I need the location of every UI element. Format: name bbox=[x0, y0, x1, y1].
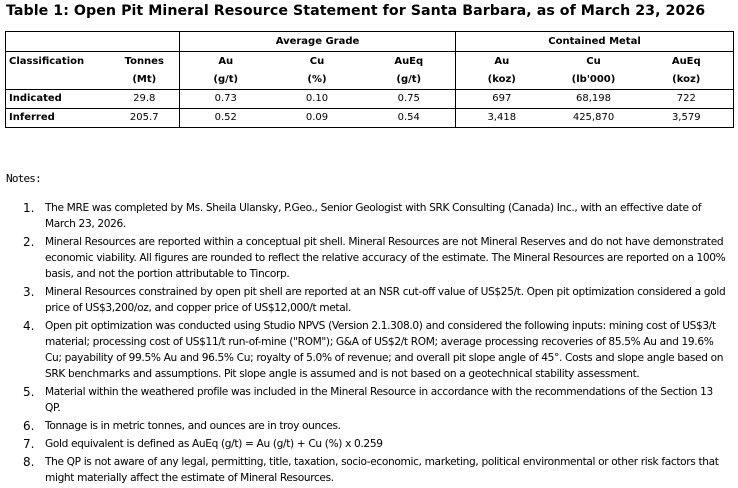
cell-tonnes: 205.7 bbox=[110, 109, 180, 128]
column-header-aueq-metal: AuEq (koz) bbox=[640, 52, 734, 90]
note-number: 1. bbox=[23, 201, 35, 215]
notes-label: Notes: bbox=[6, 172, 41, 185]
group-header-average-grade: Average Grade bbox=[180, 32, 456, 52]
cell-cu-metal: 425,870 bbox=[548, 109, 640, 128]
group-header-empty bbox=[6, 32, 180, 52]
cell-aueq-metal: 3,579 bbox=[640, 109, 734, 128]
group-header-row bbox=[6, 32, 734, 52]
note-text: The QP is not aware of any legal, permitting, title, taxation, socio-economic, marketing, political environmental or other risk factors that might materially affect the estimate of Mineral Resources. bbox=[45, 456, 719, 484]
note-text: Mineral Resources are reported within a conceptual pit shell. Mineral Resources are not Mineral Reserves and do not have demonstrated economic viability. All figures are rounded to reflect the relative accuracy of the estimate. The Mineral Resources are reported on a 100% basis, and not the portion attributable to Tincorp. bbox=[45, 236, 726, 280]
notes-list bbox=[0, 200, 738, 488]
note-number: 4. bbox=[23, 319, 35, 333]
note-text: Gold equivalent is defined as AuEq (g/t) = Au (g/t) + Cu (%) x 0.259 bbox=[45, 438, 383, 450]
note-number: 7. bbox=[23, 437, 35, 451]
note-item bbox=[0, 454, 738, 486]
note-number: 8. bbox=[23, 455, 35, 469]
cell-cu-grade: 0.09 bbox=[272, 109, 363, 128]
table-row-inferred bbox=[6, 109, 734, 128]
note-text: Material within the weathered profile was included in the Mineral Resource in accordance with the recommendations of the Section 13 QP. bbox=[45, 386, 713, 414]
column-header-au-grade: Au (g/t) bbox=[180, 52, 272, 90]
column-header-au-metal: Au (koz) bbox=[456, 52, 548, 90]
column-header-aueq-grade: AuEq (g/t) bbox=[363, 52, 456, 90]
note-item bbox=[0, 284, 738, 316]
note-text: Mineral Resources constrained by open pit shell are reported at an NSR cut-off value of US$25/t. Open pit optimization considered a gold price of US$3,200/oz, and copper price of US$12,000/t metal. bbox=[45, 286, 726, 314]
table-row-indicated bbox=[6, 90, 734, 109]
note-number: 2. bbox=[23, 235, 35, 249]
cell-tonnes: 29.8 bbox=[110, 90, 180, 109]
note-number: 6. bbox=[23, 419, 35, 433]
cell-classification: Inferred bbox=[6, 109, 110, 128]
note-item bbox=[0, 234, 738, 282]
note-item bbox=[0, 318, 738, 382]
cell-aueq-grade: 0.54 bbox=[363, 109, 456, 128]
cell-classification: Indicated bbox=[6, 90, 110, 109]
column-header-cu-metal: Cu (lb'000) bbox=[548, 52, 640, 90]
cell-aueq-grade: 0.75 bbox=[363, 90, 456, 109]
cell-cu-grade: 0.10 bbox=[272, 90, 363, 109]
column-header-row bbox=[6, 52, 734, 90]
cell-cu-metal: 68,198 bbox=[548, 90, 640, 109]
column-header-cu-grade: Cu (%) bbox=[272, 52, 363, 90]
note-number: 5. bbox=[23, 385, 35, 399]
note-text: Open pit optimization was conducted using Studio NPVS (Version 2.1.308.0) and considered the following inputs: mining cost of US$3/t material; processing cost of US$11/t run-of-mine ("ROM"); G&A of US$2/t ROM; average processing recoveries of 85.5% Au and 19.6% Cu; payability of 99.5% Au and 96.5% Cu; royalty of 5.0% of revenue; and overall pit slope angle of 45°. Costs and slope angle based on SRK benchmarks and assumptions. Pit slope angle is assumed and is not based on a geotechnical stability assessment. bbox=[45, 320, 724, 380]
table-title: Table 1: Open Pit Mineral Resource Statement for Santa Barbara, as of March 23, 2026 bbox=[6, 3, 706, 19]
cell-au-metal: 3,418 bbox=[456, 109, 548, 128]
note-item bbox=[0, 200, 738, 232]
note-text: The MRE was completed by Ms. Sheila Ulansky, P.Geo., Senior Geologist with SRK Consulting (Canada) Inc., with an effective date of March 23, 2026. bbox=[45, 202, 702, 230]
note-number: 3. bbox=[23, 285, 35, 299]
note-item bbox=[0, 418, 738, 434]
note-item bbox=[0, 384, 738, 416]
mineral-resource-table bbox=[5, 31, 734, 128]
cell-au-grade: 0.73 bbox=[180, 90, 272, 109]
cell-au-metal: 697 bbox=[456, 90, 548, 109]
column-header-tonnes: Tonnes (Mt) bbox=[110, 52, 180, 90]
column-header-classification: Classification bbox=[6, 52, 110, 90]
note-text: Tonnage is in metric tonnes, and ounces are in troy ounces. bbox=[45, 420, 341, 432]
note-item bbox=[0, 436, 738, 452]
cell-au-grade: 0.52 bbox=[180, 109, 272, 128]
cell-aueq-metal: 722 bbox=[640, 90, 734, 109]
group-header-contained-metal: Contained Metal bbox=[456, 32, 734, 52]
